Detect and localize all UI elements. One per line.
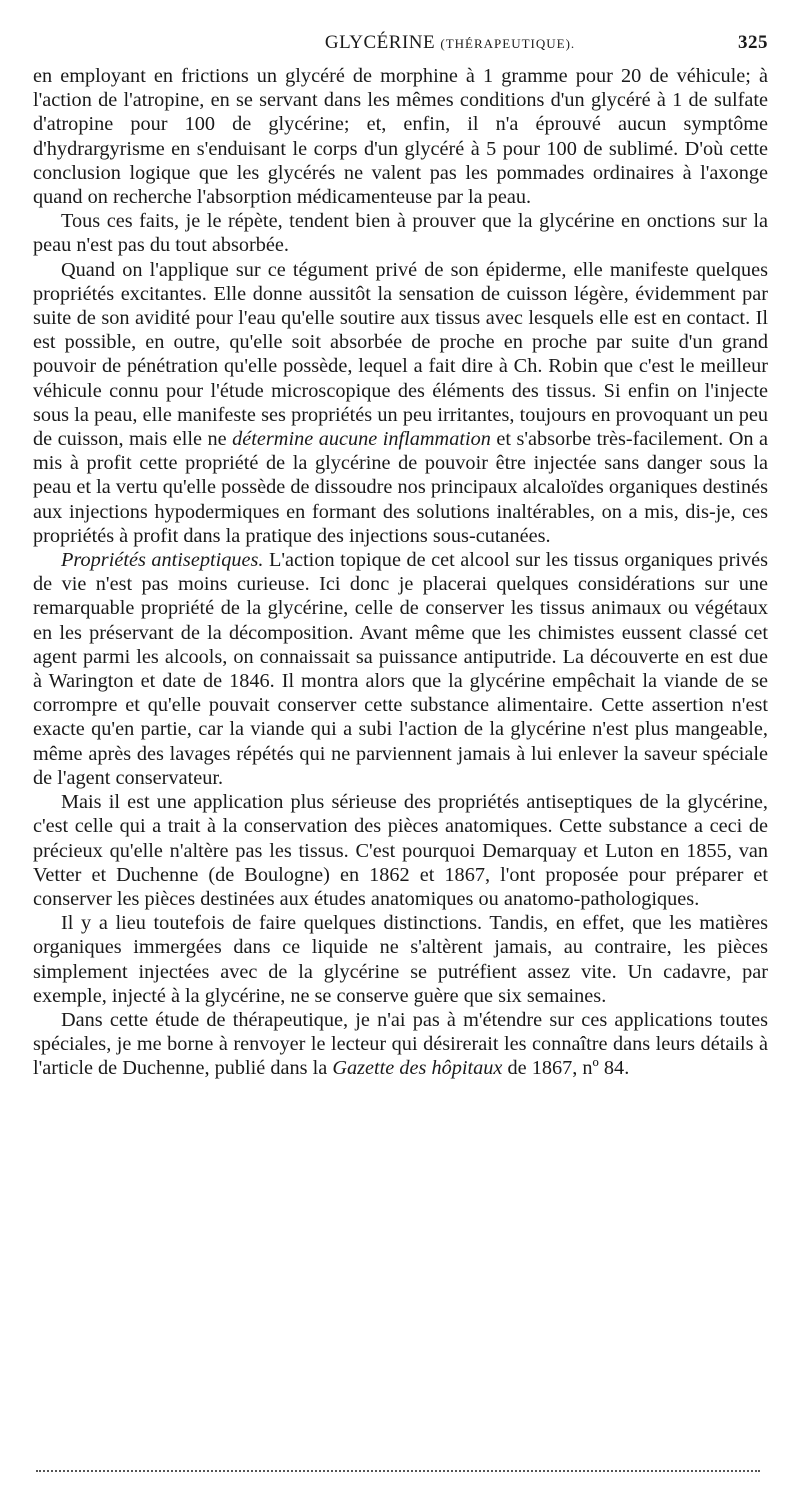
footer-dotted-rule xyxy=(36,1470,760,1472)
paragraph-3-part-a: Quand on l'applique sur ce tégument privé de son épiderme, elle manifeste quelques propriétés excitantes. Elle donne aussitôt la sensation de cuisson légère, évidemment par suite de son avidité pour l'eau qu'elle soutire aux tissus avec lesquels elle est en contact. Il est possible, en outre, qu'elle soit absorbée de proche en proche par suite d'un grand pouvoir de pénétration qu'elle possède, lequel a fait dire à Ch. Robin que c'est le meilleur véhicule connu pour l'étude microscopique des éléments des tissus. Si enfin on l'injecte sous la peau, elle manifeste ses propriétés un peu irritantes, toujours en provoquant un peu de cuisson, mais elle ne xyxy=(33,258,768,451)
paragraph-2: Tous ces faits, je le répète, tendent bien à prouver que la glycérine en onctions sur la peau n'est pas du tout absorbée. xyxy=(33,210,768,257)
journal-title: Gazette des hôpitaux xyxy=(332,1057,503,1080)
page-number: 325 xyxy=(738,32,768,53)
paragraph-4-body: L'action topique de cet alcool sur les tissus organiques privés de vie n'est pas moins curieuse. Ici donc je placerai quelques considérations sur une remarquable propriété de la glycérine, celle de conserver les tissus animaux ou végétaux en les préservant de la décomposition. Avant même que les chimistes eussent classé cet agent parmi les alcools, on connaissait sa puissance antiputride. La découverte en est due à Warington et date de 1846. Il montra alors que la glycérine empêchait la viande de se corrompre et qu'elle pouvait conserver cette substance alimentaire. Cette assertion n'est exacte qu'en partie, car la viande qui a subi l'action de la glycérine n'est plus mangeable, même après des lavages répétés qui ne parviennent jamais à lui enlever la saveur spéciale de l'agent conservateur. xyxy=(33,549,768,789)
paragraph-3-part-b: et s'absorbe très-facilement. On a mis à profit cette propriété de la glycérine de pouvoir être injectée sans danger sous la peau et la vertu qu'elle possède de dissoudre nos principaux alcaloïdes organiques destinés aux injections hypodermiques en formant des solutions inaltérables, on a mis, dis-je, ces propriétés à profit dans la pratique des injections sous-cutanées. xyxy=(33,428,768,547)
paragraph-3 xyxy=(33,258,768,548)
paragraph-7-part-b: de 1867, nº 84. xyxy=(502,1057,630,1080)
paragraph-7 xyxy=(33,1008,768,1081)
paragraph-5: Mais il est une application plus sérieuse des propriétés antiseptiques de la glycérine, c'est celle qui a trait à la conservation des pièces anatomiques. Cette substance a ceci de précieux qu'elle n'altère pas les tissus. C'est pourquoi Demarquay et Luton en 1855, van Vetter et Duchenne (de Boulogne) en 1862 et 1867, l'ont proposée pour préparer et conserver les pièces destinées aux études anatomiques ou anatomo-pathologiques. xyxy=(33,791,768,910)
paragraph-7-part-a: Dans cette étude de thérapeutique, je n'ai pas à m'étendre sur ces applications toutes spéciales, je me borne à renvoyer le lecteur qui désirerait les connaître dans leurs détails à l'article de Duchenne, publié dans la xyxy=(33,1008,768,1080)
paragraph-4 xyxy=(33,548,768,790)
emphasis-inflammation: détermine aucune inflammation xyxy=(232,428,491,451)
header-subtitle: (THÉRAPEUTIQUE). xyxy=(440,36,576,51)
page-body xyxy=(33,64,768,1081)
running-title xyxy=(62,32,768,54)
page-header xyxy=(62,32,768,58)
section-heading-antiseptic: Propriétés antiseptiques. xyxy=(61,549,264,572)
paragraph-6: Il y a lieu toutefois de faire quelques distinctions. Tandis, en effet, que les matières organiques immergées dans ce liquide ne s'altèrent jamais, au contraire, les pièces simplement injectées avec de la glycérine se putréfient assez vite. Un cadavre, par exemple, injecté à la glycérine, ne se conserve guère que six semaines. xyxy=(33,912,768,1007)
header-title: GLYCÉRINE xyxy=(324,32,436,53)
paragraph-1: en employant en frictions un glycéré de morphine à 1 gramme pour 20 de véhicule; à l'action de l'atropine, en se servant dans les mêmes conditions d'un glycéré à 1 de sulfate d'atropine pour 100 de glycérine; et, enfin, il n'a éprouvé aucun symptôme d'hydrargyrisme en s'enduisant le corps d'un glycéré à 5 pour 100 de sublimé. D'où cette conclusion logique que les glycérés ne valent pas les pommades ordinaires à l'axonge quand on recherche l'absorption médicamenteuse par la peau. xyxy=(33,65,768,209)
